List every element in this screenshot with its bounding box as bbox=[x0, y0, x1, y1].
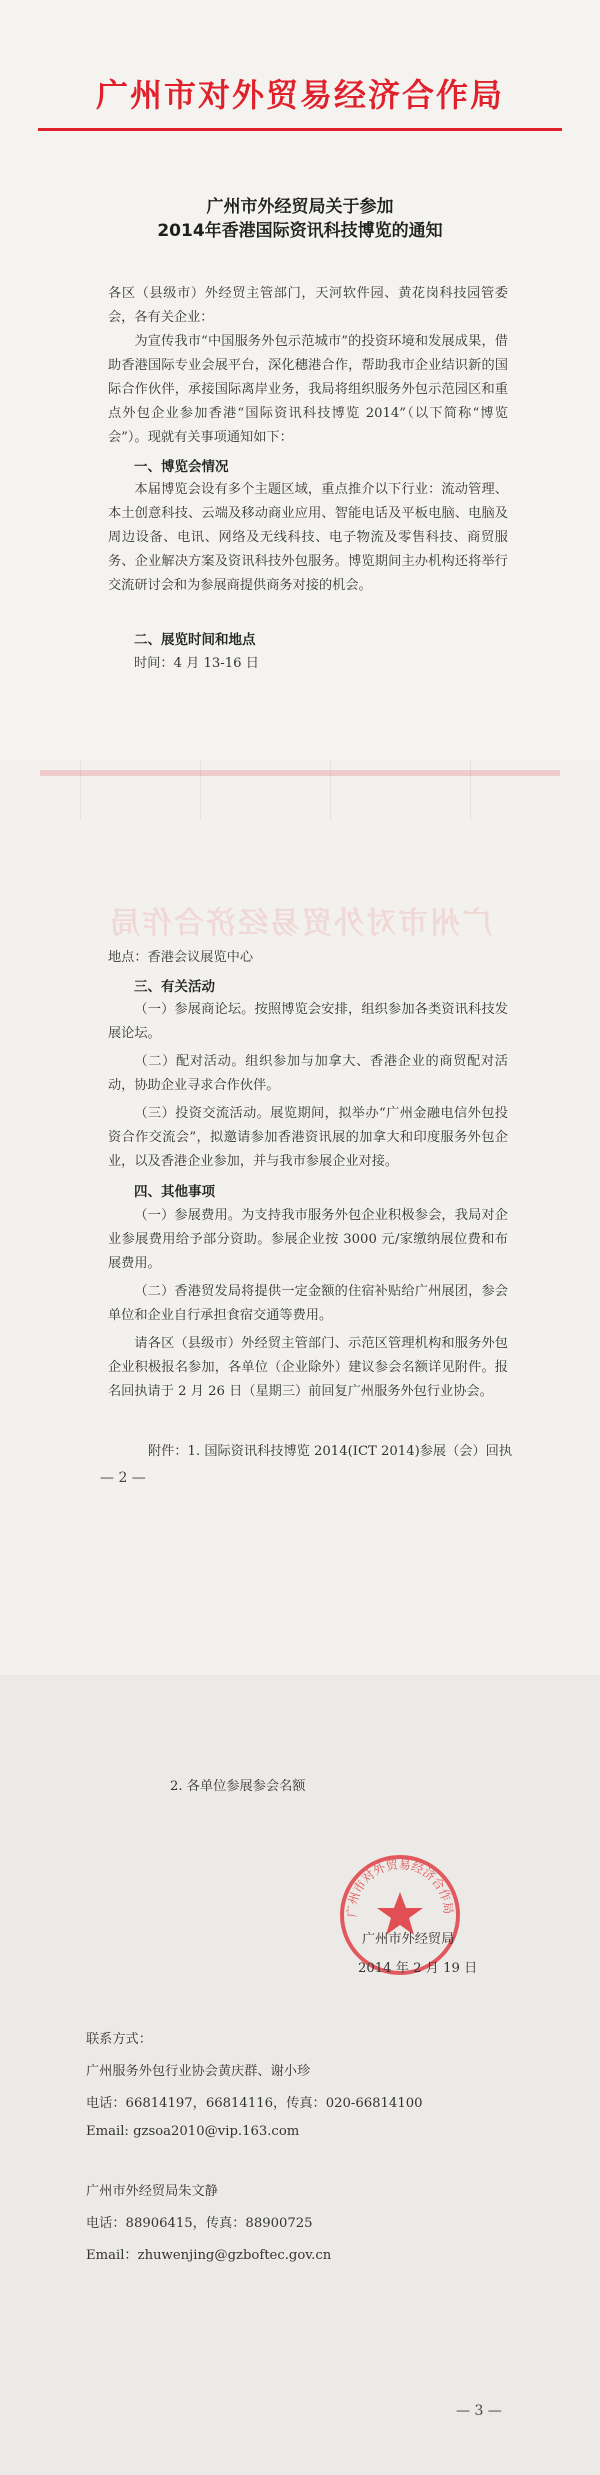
other-2: （二）香港贸发局将提供一定金额的住宿补贴给广州展团，参会单位和企业自行承担食宿交通等费用。 bbox=[108, 1284, 508, 1323]
contact-2-phone: 电话：88906415，传真：88900725 bbox=[86, 2216, 313, 2231]
other-1: （一）参展费用。为支持我市服务外包企业积极参会，我局对企业参展费用给予部分资助。参展企业按 3000 元/家缴纳展位费和布展费用。 bbox=[108, 1208, 508, 1271]
scan-stripe bbox=[80, 760, 81, 820]
section-1-body: 本届博览会设有多个主题区域，重点推介以下行业：流动管理、本土创意科技、云端及移动商业应用、智能电话及平板电脑、电脑及周边设备、电讯、网络及无线科技、电子物流及零售科技、商贸服务、企业解决方案及资讯科技外包服务。博览期间主办机构还将举行交流研讨会和为参展商提供商务对接的机会。 bbox=[108, 482, 508, 593]
contact-1-org: 广州服务外包行业协会黄庆群、谢小珍 bbox=[86, 2064, 311, 2079]
page-2 bbox=[0, 760, 600, 1675]
scan-stripe bbox=[330, 760, 331, 820]
contact-2-email: Email：zhuwenjing@gzboftec.gov.cn bbox=[86, 2248, 332, 2263]
section-4-heading: 四、其他事项 bbox=[134, 1184, 215, 1200]
attachment-1: 附件：1. 国际资讯科技博览 2014(ICT 2014)参展（会）回执 bbox=[148, 1444, 513, 1459]
contact-label: 联系方式： bbox=[86, 2032, 152, 2047]
closing-paragraph: 请各区（县级市）外经贸主管部门、示范区管理机构和服务外包企业积极报名参加，各单位（企业除外）建议参会名额详见附件。报名回执请于 2 月 26 日（星期三）前回复广州服务外包行业协会。 bbox=[108, 1336, 508, 1399]
intro-paragraph: 为宣传我市“中国服务外包示范城市”的投资环境和发展成果，借助香港国际专业会展平台，深化穗港合作，帮助我市企业结识新的国际合作伙伴，承接国际离岸业务，我局将组织服务外包示范园区和重点外包企业参加香港“国际资讯科技博览 2014”（以下简称“博览会”）。现就有关事项通知如下： bbox=[108, 334, 508, 445]
section-3-heading: 三、有关活动 bbox=[134, 979, 215, 995]
page-3 bbox=[0, 1675, 600, 2475]
bleed-through-title: 广州市对外贸易经济合作局 bbox=[108, 906, 492, 941]
seal-text: 广州市对外贸易经济合作局 bbox=[344, 1857, 456, 1918]
activity-3: （三）投资交流活动。展览期间，拟举办“广州金融电信外包投资合作交流会”，拟邀请参加香港资讯展的加拿大和印度服务外包企业，以及香港企业参加，并与我市参展企业对接。 bbox=[108, 1106, 508, 1169]
page-number-3: — 3 — bbox=[456, 2403, 502, 2419]
exhibition-venue: 地点：香港会议展览中心 bbox=[108, 950, 254, 965]
contact-2-org: 广州市外经贸局朱文静 bbox=[86, 2184, 218, 2199]
attachment-2: 2. 各单位参展参会名额 bbox=[170, 1779, 306, 1794]
letterhead-rule bbox=[38, 128, 562, 131]
document-title-line1: 广州市外经贸局关于参加 bbox=[206, 197, 394, 217]
scan-stripe bbox=[470, 760, 471, 820]
contact-1-email: Email: gzsoa2010@vip.163.com bbox=[86, 2124, 300, 2139]
activity-2: （二）配对活动。组织参加与加拿大、香港企业的商贸配对活动，协助企业寻求合作伙伴。 bbox=[108, 1054, 508, 1093]
page-number-2: — 2 — bbox=[100, 1470, 146, 1486]
issue-date: 2014 年 2 月 19 日 bbox=[358, 1961, 478, 1976]
recipients: 各区（县级市）外经贸主管部门，天河软件园、黄花岗科技园管委会，各有关企业： bbox=[108, 286, 508, 325]
activity-1: （一）参展商论坛。按照博览会安排，组织参加各类资讯科技发展论坛。 bbox=[108, 1002, 508, 1041]
page-1 bbox=[0, 0, 600, 760]
signer: 广州市外经贸局 bbox=[362, 1932, 455, 1947]
exhibition-time: 时间：4 月 13-16 日 bbox=[134, 656, 259, 671]
section-1-heading: 一、博览会情况 bbox=[134, 459, 229, 475]
bleed-through-rule bbox=[40, 770, 560, 776]
document-title-line2: 2014年香港国际资讯科技博览的通知 bbox=[157, 221, 443, 241]
letterhead-title: 广州市对外贸易经济合作局 bbox=[95, 76, 504, 114]
section-2-heading: 二、展览时间和地点 bbox=[134, 632, 256, 648]
contact-1-phone: 电话：66814197，66814116，传真：020-66814100 bbox=[86, 2096, 423, 2111]
scan-stripe bbox=[200, 760, 201, 820]
